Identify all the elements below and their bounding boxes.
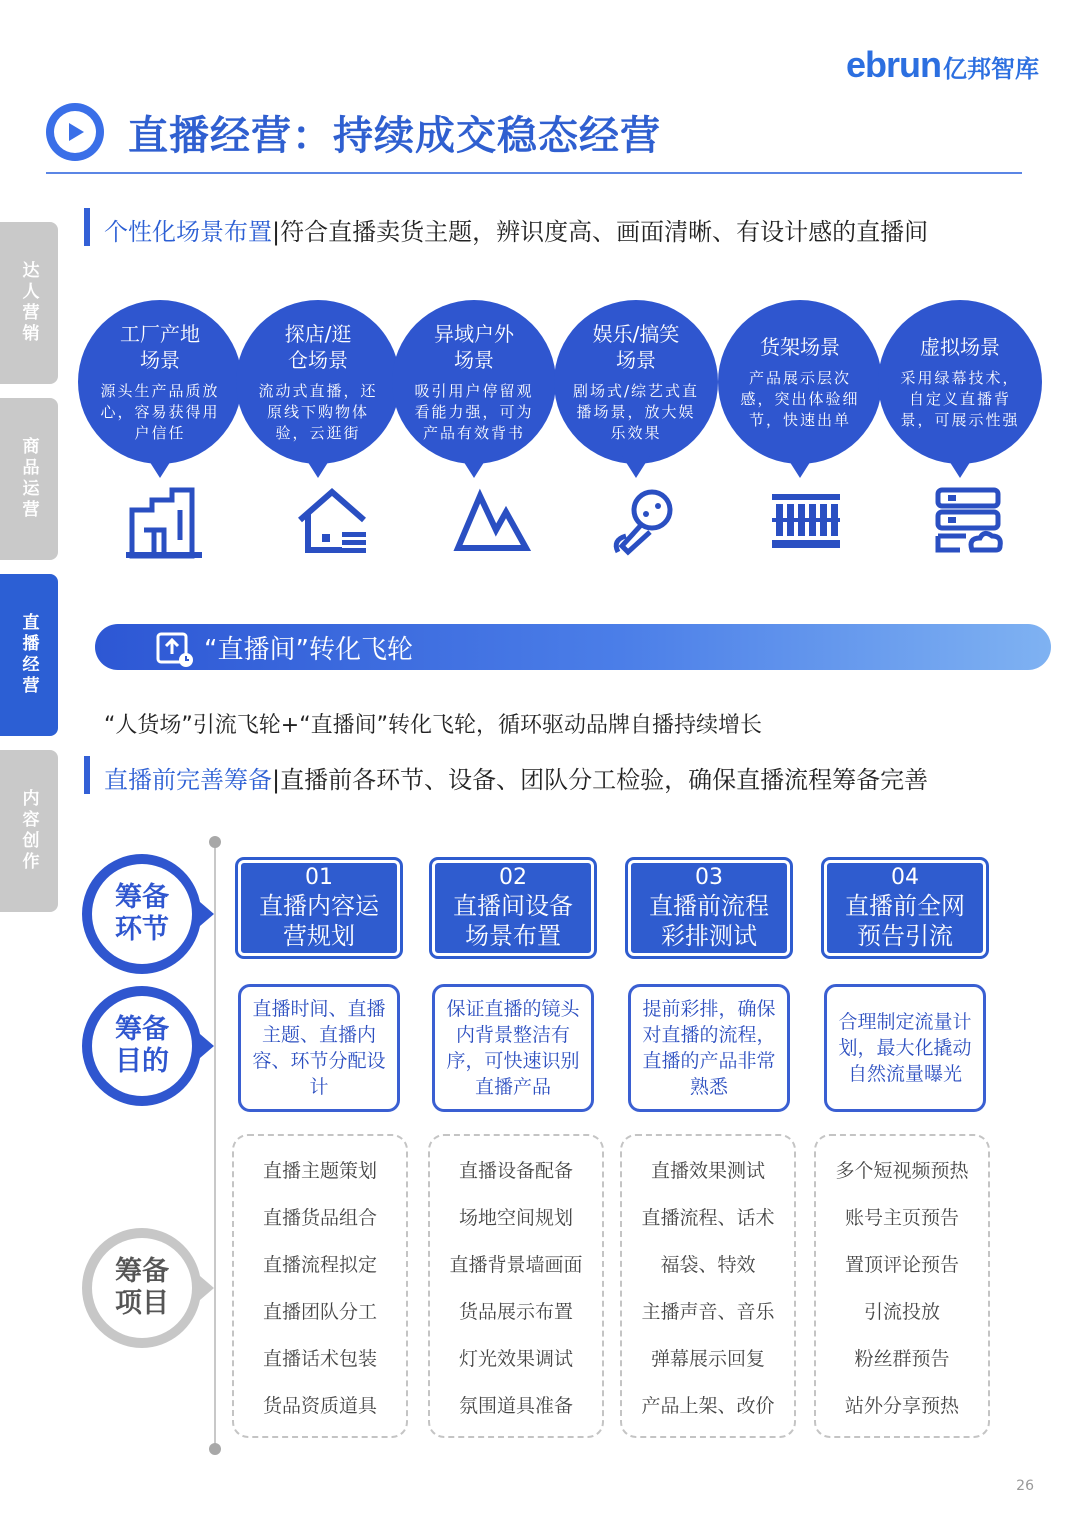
prep-step-1: 01 直播内容运 营规划 xyxy=(238,860,400,956)
list-item: 直播主题策划 xyxy=(262,1160,377,1182)
virtual-server-icon xyxy=(930,480,1010,560)
list-item: 福袋、特效 xyxy=(660,1254,756,1276)
list-item: 灯光效果调试 xyxy=(458,1348,573,1370)
flywheel-banner-title: “直播间”转化飞轮 xyxy=(204,635,413,665)
section-heading-text: |直播前各环节、设备、团队分工检验，确保直播流程筹备完善 xyxy=(272,766,929,794)
prep-items-1 xyxy=(232,1134,408,1438)
timeline-dot xyxy=(209,1443,221,1455)
side-tab-content-creation[interactable]: 内容创作 xyxy=(0,750,58,912)
row-label-steps: 筹备 环节 xyxy=(80,852,216,976)
scene-bubble-store xyxy=(236,300,400,464)
list-item: 直播话术包装 xyxy=(262,1348,377,1370)
scene-title: 虚拟场景 xyxy=(920,334,1000,359)
section-heading-scenes xyxy=(104,212,928,247)
scene-desc: 产品展示层次感，突出体验细节，快速出单 xyxy=(740,368,860,429)
scene-title: 探店/逛 仓场景 xyxy=(284,321,352,372)
list-item: 粉丝群预告 xyxy=(854,1348,950,1370)
list-item: 货品展示布置 xyxy=(458,1301,573,1323)
prep-purpose-3: 提前彩排，确保对直播的流程，直播的产品非常熟悉 xyxy=(628,984,790,1112)
scene-bubble-virtual xyxy=(878,300,1042,464)
list-item: 账号主页预告 xyxy=(844,1207,959,1229)
list-item: 直播货品组合 xyxy=(262,1207,377,1229)
list-item: 产品上架、改价 xyxy=(641,1395,775,1417)
side-tab-live-operation[interactable]: 直播经营 xyxy=(0,574,58,736)
scene-desc: 源头生产品质放心，容易获得用户信任 xyxy=(100,381,220,442)
row-label-purpose: 筹备 目的 xyxy=(80,984,216,1108)
section-heading-text: |符合直播卖货主题，辨识度高、画面清晰、有设计感的直播间 xyxy=(272,218,929,246)
scene-bubble-factory xyxy=(78,300,242,464)
list-item: 站外分享预热 xyxy=(844,1395,959,1417)
upload-clock-icon xyxy=(154,628,194,668)
flywheel-description: “人货场”引流飞轮+“直播间”转化飞轮，循环驱动品牌自播持续增长 xyxy=(104,713,763,738)
list-item: 氛围道具准备 xyxy=(458,1395,573,1417)
scene-desc: 流动式直播，还原线下购物体验，云逛街 xyxy=(258,381,378,442)
list-item: 场地空间规划 xyxy=(458,1207,573,1229)
list-item: 直播流程拟定 xyxy=(262,1254,377,1276)
list-item: 直播效果测试 xyxy=(650,1160,765,1182)
microphone-icon xyxy=(604,480,684,560)
prep-purpose-2: 保证直播的镜头内背景整洁有序，可快速识别直播产品 xyxy=(432,984,594,1112)
prep-items-2 xyxy=(428,1134,604,1438)
section-heading-highlight: 直播前完善筹备 xyxy=(104,766,272,794)
mountain-icon xyxy=(452,480,532,560)
prep-step-2: 02 直播间设备 场景布置 xyxy=(432,860,594,956)
list-item: 货品资质道具 xyxy=(262,1395,377,1417)
scene-title: 货架场景 xyxy=(760,334,840,359)
title-divider xyxy=(46,172,1022,174)
prep-step-4: 04 直播前全网 预告引流 xyxy=(824,860,986,956)
scene-desc: 吸引用户停留观看能力强，可为产品有效背书 xyxy=(414,381,534,442)
list-item: 直播团队分工 xyxy=(262,1301,377,1323)
factory-icon xyxy=(124,480,204,560)
prep-items-3 xyxy=(620,1134,796,1438)
list-item: 直播流程、话术 xyxy=(641,1207,775,1229)
list-item: 多个短视频预热 xyxy=(835,1160,969,1182)
section-heading-preparation xyxy=(104,760,928,795)
scene-desc: 剧场式/综艺式直播场景，放大娱乐效果 xyxy=(572,381,700,442)
scene-bubble-outdoor xyxy=(392,300,556,464)
section-marker xyxy=(84,756,90,794)
logo-cn: 亿邦智库 xyxy=(943,55,1040,83)
list-item: 弹幕展示回复 xyxy=(650,1348,765,1370)
timeline-dot xyxy=(209,836,221,848)
logo-en: ebrun xyxy=(846,44,942,85)
list-item: 引流投放 xyxy=(863,1301,940,1323)
scene-bubble-entertainment xyxy=(554,300,718,464)
scene-desc: 采用绿幕技术，自定义直播背景，可展示性强 xyxy=(900,368,1020,429)
list-item: 直播设备配备 xyxy=(458,1160,573,1182)
page-title: 直播经营：持续成交稳态经营 xyxy=(128,113,661,159)
scene-bubble-shelf xyxy=(718,300,882,464)
section-heading-highlight: 个性化场景布置 xyxy=(104,218,272,246)
list-item: 直播背景墙画面 xyxy=(449,1254,583,1276)
play-icon xyxy=(46,103,104,161)
shelf-icon xyxy=(766,480,846,560)
prep-purpose-1: 直播时间、直播主题、直播内容、环节分配设计 xyxy=(238,984,400,1112)
page-number: 26 xyxy=(1016,1478,1034,1494)
scene-title: 异域户外 场景 xyxy=(434,321,514,372)
prep-step-3: 03 直播前流程 彩排测试 xyxy=(628,860,790,956)
prep-items-4 xyxy=(814,1134,990,1438)
prep-purpose-4: 合理制定流量计划，最大化撬动自然流量曝光 xyxy=(824,984,986,1112)
list-item: 主播声音、音乐 xyxy=(641,1301,775,1323)
row-label-items: 筹备 项目 xyxy=(80,1226,216,1350)
store-icon xyxy=(292,480,372,560)
list-item: 置顶评论预告 xyxy=(844,1254,959,1276)
scene-title: 工厂产地 场景 xyxy=(120,321,200,372)
scene-title: 娱乐/搞笑 场景 xyxy=(592,321,680,372)
brand-logo xyxy=(846,44,1039,84)
section-marker xyxy=(84,208,90,246)
side-tab-product-operation[interactable]: 商品运营 xyxy=(0,398,58,560)
side-tab-talent-marketing[interactable]: 达人营销 xyxy=(0,222,58,384)
